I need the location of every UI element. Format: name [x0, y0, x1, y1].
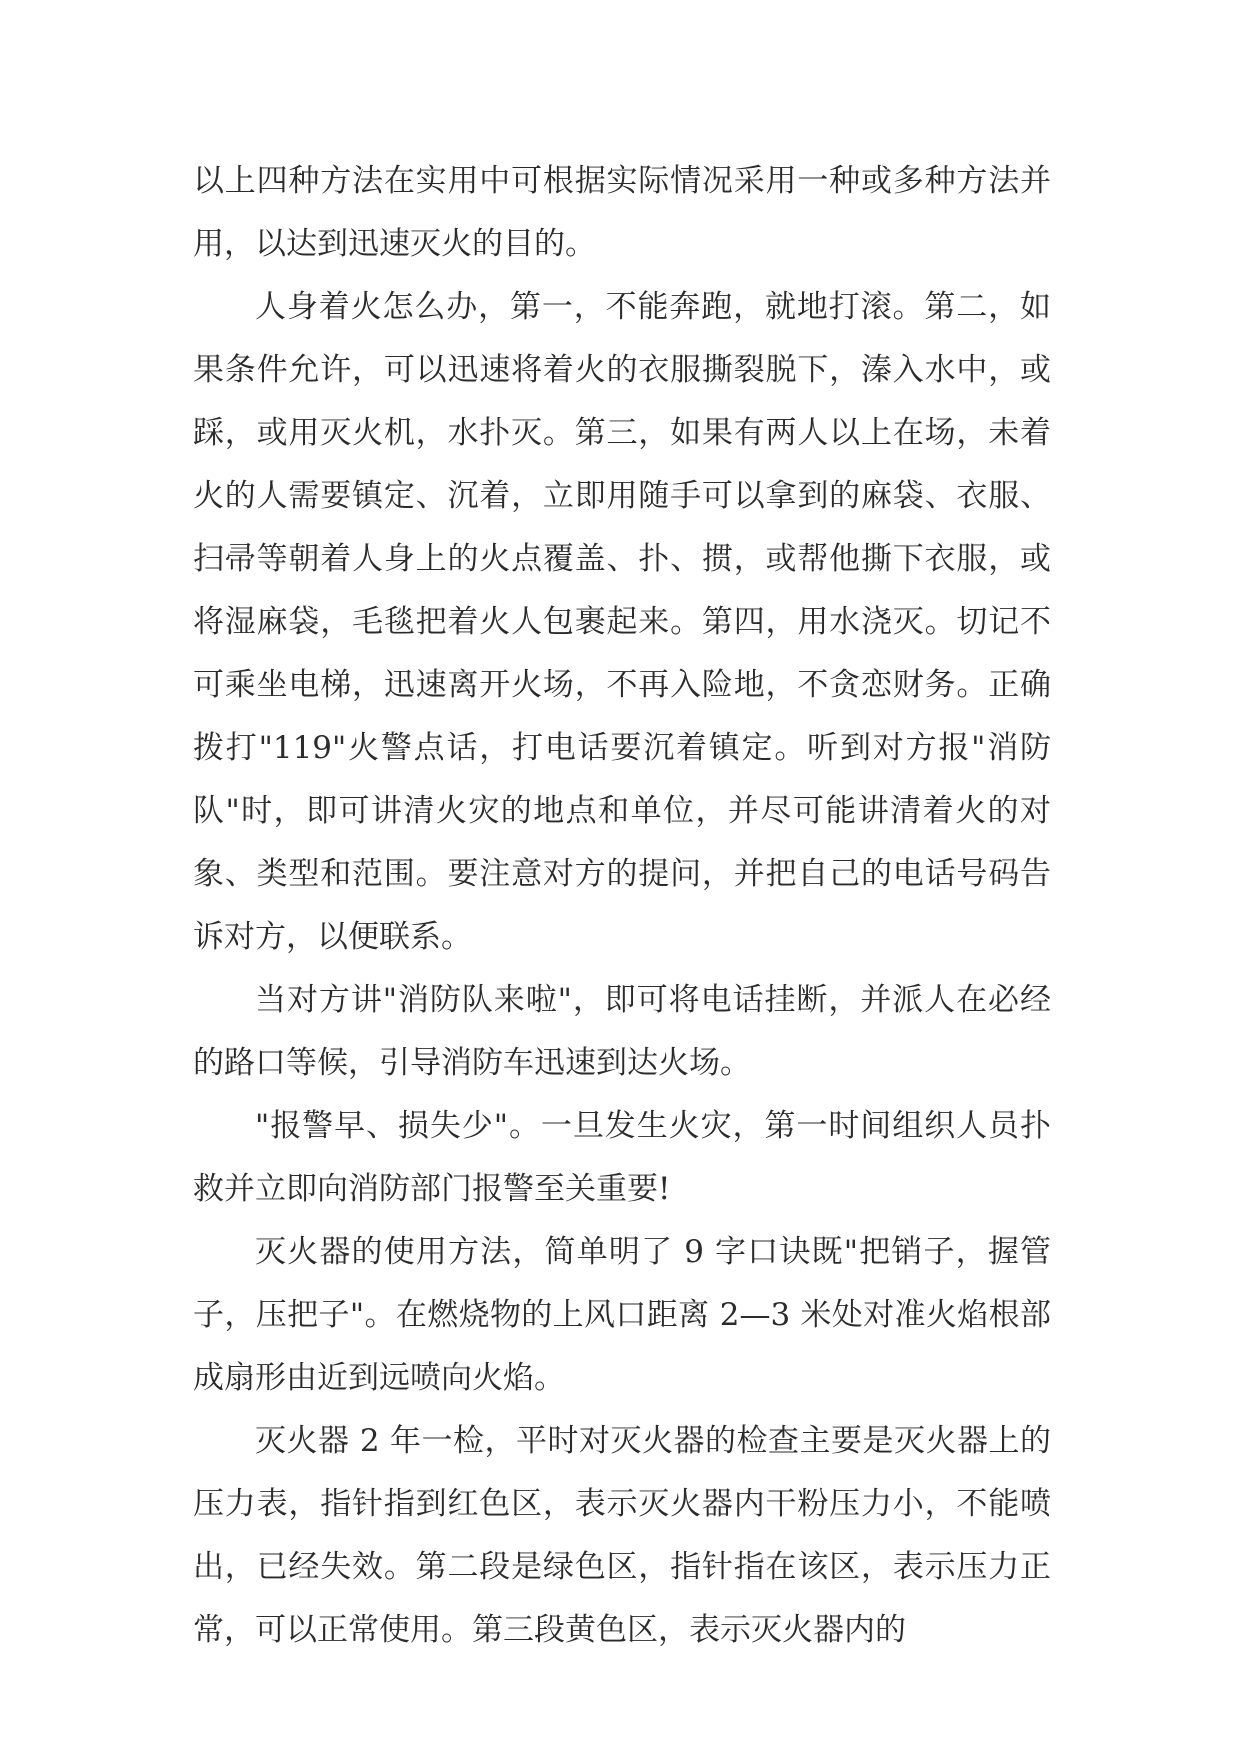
- paragraph-extinguisher-usage: 灭火器的使用方法，简单明了 9 字口诀既"把销子，握管子，压把子"。在燃烧物的上风口距离 2—3 米处对准火焰根部成扇形由近到远喷向火焰。: [193, 1234, 1051, 1396]
- paragraph-extinguish-methods: 以上四种方法在实用中可根据实际情况采用一种或多种方法并用，以达到迅速灭火的目的。: [193, 163, 1051, 262]
- paragraph-extinguisher-inspection: 灭火器 2 年一检，平时对灭火器的检查主要是灭火器上的压力表，指针指到红色区，表示灭火器内干粉压力小，不能喷出，已经失效。第二段是绿色区，指针指在该区，表示压力正常，可以正常使用。第三段黄色区，表示灭火器内的: [193, 1423, 1051, 1648]
- paragraph-early-alarm: "报警早、损失少"。一旦发生火灾，第一时间组织人员扑救并立即向消防部门报警至关重要!: [193, 1108, 1051, 1207]
- paragraph-clothing-on-fire: 人身着火怎么办，第一，不能奔跑，就地打滚。第二，如果条件允许，可以迅速将着火的衣服撕裂脱下，溱入水中，或踩，或用灭火机，水扑灭。第三，如果有两人以上在场，未着火的人需要镇定、沉着，立即用随手可以拿到的麻袋、衣服、扫帚等朝着人身上的火点覆盖、扑、掼，或帮他撕下衣服，或将湿麻袋，毛毯把着火人包裹起来。第四，用水浇灭。切记不可乘坐电梯，迅速离开火场，不再入险地，不贪恋财务。正确拨打"119"火警点话，打电话要沉着镇定。听到对方报"消防队"时，即可讲清火灾的地点和单位，并尽可能讲清着火的对象、类型和范围。要注意对方的提问，并把自己的电话号码告诉对方，以便联系。: [193, 289, 1051, 955]
- document-body: [193, 150, 1051, 1662]
- paragraph-fire-brigade-arrival: 当对方讲"消防队来啦"，即可将电话挂断，并派人在必经的路口等候，引导消防车迅速到达火场。: [193, 982, 1051, 1081]
